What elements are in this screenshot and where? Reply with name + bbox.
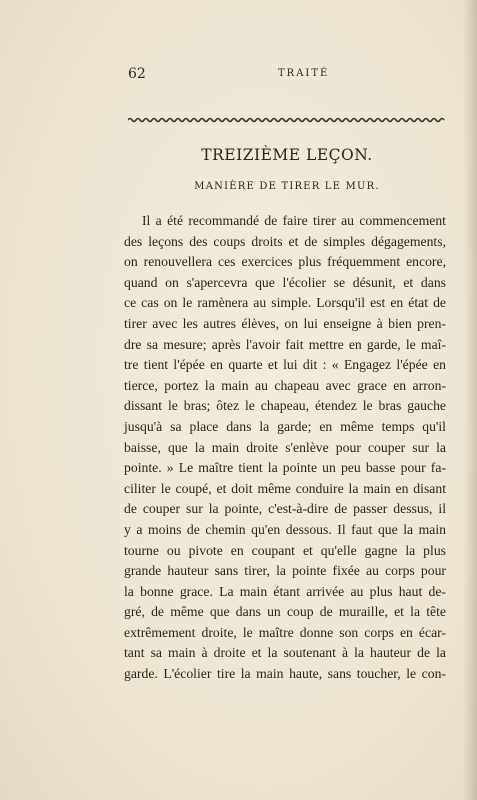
text-line: ce cas on le ramènera au simple. Lorsqu'il est en état de: [124, 295, 446, 311]
text-line: baisse, que la main droite s'enlève pour couper sur la: [124, 439, 446, 455]
text-line: on renouvellera ces exercices plus fréquemment encore,: [124, 254, 446, 270]
text-line: y a moins de chemin qu'en dessous. Il faut que la main: [124, 521, 446, 537]
text-line: jusqu'à sa place dans la garde; en même temps qu'il: [124, 418, 446, 434]
text-line: tourne ou pivote en coupant et qu'elle gagne la plus: [124, 542, 446, 558]
text-line: gré, de même que dans un coup de muraille, et la tête: [124, 604, 446, 620]
text-line: dre sa mesure; après l'avoir fait mettre en garde, le maî-: [124, 336, 446, 352]
text-line: extrêmement droite, le maître donne son corps en écar-: [124, 624, 446, 640]
text-line: de couper sur la pointe, c'est-à-dire de passer dessus, il: [124, 501, 446, 517]
text-line: la bonne grace. La main étant arrivée au plus haut de-: [124, 583, 446, 599]
page-number: 62: [128, 66, 146, 82]
running-title: TRAITÉ: [278, 68, 330, 79]
text-line: pointe. » Le maître tient la pointe un peu basse pour fa-: [124, 460, 446, 476]
page-edge-shadow: [463, 0, 477, 800]
text-line: ciliter le coupé, et doit même conduire la main en disant: [124, 480, 446, 496]
text-line: tirer avec les autres élèves, on lui enseigne à bien pren-: [124, 315, 446, 331]
text-line: tant sa main à droite et la soutenant à la hauteur de la: [124, 645, 446, 661]
text-line: des leçons des coups droits et de simples dégagements,: [124, 233, 446, 249]
text-line: tierce, portez la main au chapeau avec grace en arron-: [124, 377, 446, 393]
chapter-subtitle: MANIÈRE DE TIRER LE MUR.: [194, 181, 380, 192]
text-line: tre tient l'épée en quarte et lui dit : « Engagez l'épée en: [124, 357, 446, 373]
text-line: dissant le bras; ôtez le chapeau, étendez le bras gauche: [124, 398, 446, 414]
text-line: garde. L'écolier tire la main haute, sans toucher, le con-: [124, 666, 446, 682]
text-line: grande hauteur sans tirer, la pointe fixée au corps pour: [124, 563, 446, 579]
chapter-title: TREIZIÈME LEÇON.: [201, 146, 373, 164]
page-header: [128, 66, 446, 86]
body-paragraph: [124, 211, 446, 685]
text-line: quand on s'apercevra que l'écolier se désunit, et dans: [124, 274, 446, 290]
text-line: Il a été recommandé de faire tirer au commencement: [142, 213, 446, 228]
ornamental-rule: [128, 116, 446, 124]
